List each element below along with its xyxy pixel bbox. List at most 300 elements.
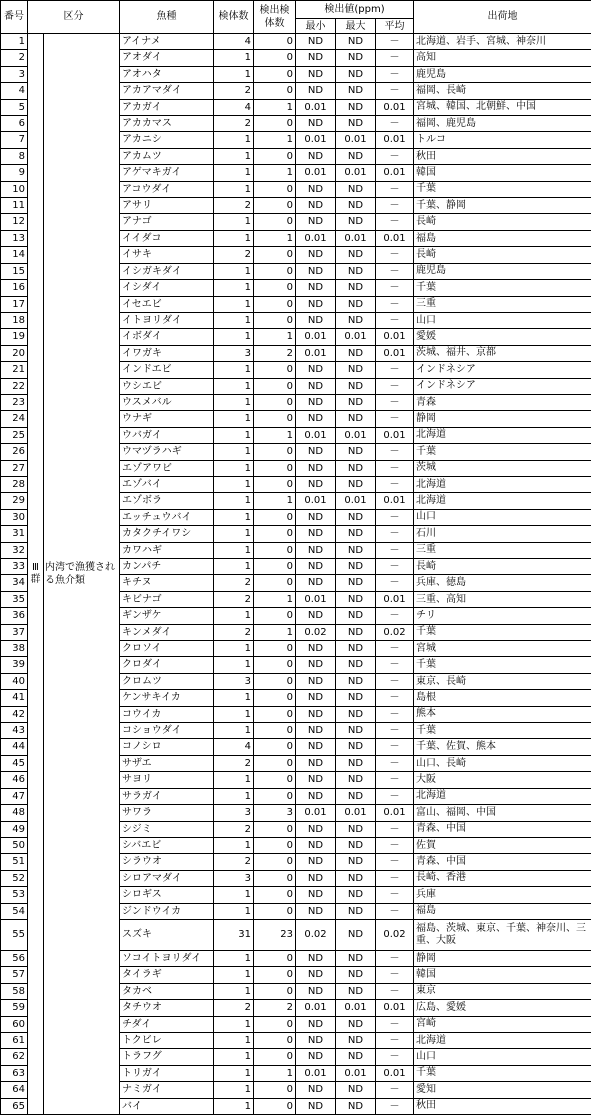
value-min: ND: [296, 967, 336, 983]
species-name: ウスメバル: [120, 394, 214, 410]
detected-count: 1: [254, 230, 296, 246]
value-min: 0.01: [296, 427, 336, 443]
detected-count: 0: [254, 378, 296, 394]
sample-count: 1: [214, 312, 254, 328]
sample-count: 1: [214, 657, 254, 673]
detected-count: 0: [254, 444, 296, 460]
species-name: イセエビ: [120, 296, 214, 312]
detected-count: 1: [254, 591, 296, 607]
value-max: ND: [336, 903, 376, 919]
species-name: アコウダイ: [120, 181, 214, 197]
value-min: ND: [296, 903, 336, 919]
sample-count: 1: [214, 66, 254, 82]
detected-count: 2: [254, 345, 296, 361]
value-avg: －: [376, 739, 414, 755]
row-number: 64: [1, 1082, 28, 1098]
value-max: ND: [336, 99, 376, 115]
value-min: ND: [296, 950, 336, 966]
row-number: 56: [1, 950, 28, 966]
value-max: ND: [336, 837, 376, 853]
species-name: アゲマキガイ: [120, 165, 214, 181]
detected-count: 0: [254, 1016, 296, 1032]
origin: 千葉: [414, 181, 591, 197]
value-min: ND: [296, 772, 336, 788]
value-max: ND: [336, 116, 376, 132]
value-avg: －: [376, 887, 414, 903]
header-min: 最小: [296, 19, 336, 34]
sample-count: 1: [214, 132, 254, 148]
origin: 長崎: [414, 214, 591, 230]
value-avg: －: [376, 116, 414, 132]
value-max: ND: [336, 1049, 376, 1065]
value-max: ND: [336, 476, 376, 492]
row-number: 15: [1, 263, 28, 279]
row-number: 46: [1, 772, 28, 788]
detected-count: 0: [254, 50, 296, 66]
origin: 青森、中国: [414, 854, 591, 870]
value-max: ND: [336, 950, 376, 966]
detected-count: 0: [254, 263, 296, 279]
origin: 千葉、佐賀、熊本: [414, 739, 591, 755]
origin: 山口: [414, 1049, 591, 1065]
species-name: アオダイ: [120, 50, 214, 66]
value-min: ND: [296, 723, 336, 739]
value-max: 0.01: [336, 493, 376, 509]
value-max: ND: [336, 411, 376, 427]
species-name: アイナメ: [120, 34, 214, 50]
value-avg: 0.01: [376, 230, 414, 246]
row-number: 28: [1, 476, 28, 492]
detected-count: 0: [254, 526, 296, 542]
value-avg: 0.01: [376, 493, 414, 509]
row-number: 54: [1, 903, 28, 919]
origin: 三重: [414, 296, 591, 312]
origin: 長崎、香港: [414, 870, 591, 886]
value-min: ND: [296, 854, 336, 870]
value-max: ND: [336, 657, 376, 673]
sample-count: 1: [214, 950, 254, 966]
origin: インドネシア: [414, 378, 591, 394]
origin: 秋田: [414, 148, 591, 164]
value-min: ND: [296, 83, 336, 99]
sample-count: 2: [214, 116, 254, 132]
row-number: 58: [1, 983, 28, 999]
sample-count: 1: [214, 903, 254, 919]
value-min: ND: [296, 821, 336, 837]
sample-count: 2: [214, 591, 254, 607]
sample-count: 2: [214, 821, 254, 837]
detected-count: 0: [254, 772, 296, 788]
sample-count: 2: [214, 854, 254, 870]
category-group: Ⅲ群: [28, 34, 44, 1115]
species-name: シロアマダイ: [120, 870, 214, 886]
detected-count: 1: [254, 1065, 296, 1081]
value-max: ND: [336, 362, 376, 378]
detected-count: 0: [254, 887, 296, 903]
species-name: クロソイ: [120, 641, 214, 657]
value-max: ND: [336, 542, 376, 558]
value-max: ND: [336, 967, 376, 983]
detected-count: 0: [254, 1032, 296, 1048]
row-number: 51: [1, 854, 28, 870]
species-name: キンメダイ: [120, 624, 214, 640]
value-avg: －: [376, 247, 414, 263]
detected-count: 2: [254, 1000, 296, 1016]
origin: 広島、愛媛: [414, 1000, 591, 1016]
detected-count: 1: [254, 132, 296, 148]
species-name: ウナギ: [120, 411, 214, 427]
detected-count: 0: [254, 706, 296, 722]
species-name: アサリ: [120, 198, 214, 214]
origin: 静岡: [414, 950, 591, 966]
species-name: イシガキダイ: [120, 263, 214, 279]
origin: チリ: [414, 608, 591, 624]
detected-count: 23: [254, 919, 296, 950]
origin: 東京: [414, 983, 591, 999]
value-max: ND: [336, 870, 376, 886]
species-name: カタクチイワシ: [120, 526, 214, 542]
sample-count: 2: [214, 1000, 254, 1016]
row-number: 43: [1, 723, 28, 739]
origin: 福岡、鹿児島: [414, 116, 591, 132]
value-min: 0.01: [296, 1000, 336, 1016]
value-min: ND: [296, 1082, 336, 1098]
row-number: 37: [1, 624, 28, 640]
value-min: ND: [296, 788, 336, 804]
species-name: チダイ: [120, 1016, 214, 1032]
sample-count: 4: [214, 34, 254, 50]
row-number: 6: [1, 116, 28, 132]
row-number: 29: [1, 493, 28, 509]
value-avg: －: [376, 1049, 414, 1065]
sample-count: 2: [214, 247, 254, 263]
value-avg: －: [376, 542, 414, 558]
row-number: 30: [1, 509, 28, 525]
sample-count: 1: [214, 362, 254, 378]
row-number: 18: [1, 312, 28, 328]
value-avg: －: [376, 148, 414, 164]
detected-count: 0: [254, 788, 296, 804]
origin: 茨城、福井、京都: [414, 345, 591, 361]
value-avg: －: [376, 214, 414, 230]
row-number: 62: [1, 1049, 28, 1065]
sample-count: 2: [214, 575, 254, 591]
detected-count: 0: [254, 723, 296, 739]
value-min: ND: [296, 444, 336, 460]
sample-count: 1: [214, 394, 254, 410]
value-max: 0.01: [336, 1000, 376, 1016]
value-min: ND: [296, 559, 336, 575]
sample-count: 1: [214, 559, 254, 575]
header-origin: 出荷地: [414, 1, 591, 34]
value-min: ND: [296, 542, 336, 558]
value-min: 0.02: [296, 624, 336, 640]
detected-count: 0: [254, 460, 296, 476]
species-name: クロムツ: [120, 673, 214, 689]
species-name: ソコイトヨリダイ: [120, 950, 214, 966]
detected-count: 0: [254, 214, 296, 230]
species-name: タイラギ: [120, 967, 214, 983]
row-number: 38: [1, 641, 28, 657]
species-name: トクビレ: [120, 1032, 214, 1048]
sample-count: 1: [214, 1049, 254, 1065]
species-name: タチウオ: [120, 1000, 214, 1016]
value-avg: －: [376, 870, 414, 886]
origin: 千葉: [414, 723, 591, 739]
sample-count: 1: [214, 460, 254, 476]
row-number: 49: [1, 821, 28, 837]
value-max: 0.01: [336, 1065, 376, 1081]
value-min: ND: [296, 1098, 336, 1114]
value-avg: －: [376, 50, 414, 66]
detected-count: 0: [254, 903, 296, 919]
origin: 宮城、韓国、北朝鮮、中国: [414, 99, 591, 115]
value-max: ND: [336, 50, 376, 66]
detected-count: 0: [254, 967, 296, 983]
value-min: ND: [296, 460, 336, 476]
row-number: 57: [1, 967, 28, 983]
value-avg: －: [376, 690, 414, 706]
value-min: 0.02: [296, 919, 336, 950]
species-name: コノシロ: [120, 739, 214, 755]
species-name: コウイカ: [120, 706, 214, 722]
origin: 東京、長崎: [414, 673, 591, 689]
value-avg: －: [376, 66, 414, 82]
row-number: 50: [1, 837, 28, 853]
origin: 山口: [414, 509, 591, 525]
detected-count: 1: [254, 624, 296, 640]
origin: 山口、長崎: [414, 755, 591, 771]
value-avg: －: [376, 559, 414, 575]
sample-count: 1: [214, 329, 254, 345]
species-name: サラガイ: [120, 788, 214, 804]
value-avg: －: [376, 34, 414, 50]
value-min: 0.01: [296, 591, 336, 607]
species-name: クロダイ: [120, 657, 214, 673]
row-number: 35: [1, 591, 28, 607]
row-number: 13: [1, 230, 28, 246]
value-min: ND: [296, 690, 336, 706]
sample-count: 1: [214, 983, 254, 999]
value-min: ND: [296, 575, 336, 591]
value-max: ND: [336, 296, 376, 312]
sample-count: 2: [214, 624, 254, 640]
value-avg: －: [376, 181, 414, 197]
value-avg: 0.01: [376, 345, 414, 361]
value-min: ND: [296, 296, 336, 312]
value-avg: －: [376, 608, 414, 624]
detected-count: 0: [254, 575, 296, 591]
value-avg: －: [376, 903, 414, 919]
value-max: ND: [336, 444, 376, 460]
species-name: コショウダイ: [120, 723, 214, 739]
value-max: ND: [336, 821, 376, 837]
species-name: カワハギ: [120, 542, 214, 558]
value-min: ND: [296, 1016, 336, 1032]
value-min: ND: [296, 476, 336, 492]
value-max: ND: [336, 1016, 376, 1032]
species-name: サヨリ: [120, 772, 214, 788]
row-number: 23: [1, 394, 28, 410]
origin: 茨城: [414, 460, 591, 476]
value-min: ND: [296, 394, 336, 410]
value-min: ND: [296, 247, 336, 263]
header-samples: 検体数: [214, 1, 254, 34]
value-max: ND: [336, 394, 376, 410]
value-min: ND: [296, 509, 336, 525]
species-name: カンパチ: [120, 559, 214, 575]
species-name: タカベ: [120, 983, 214, 999]
species-name: サワラ: [120, 805, 214, 821]
row-number: 52: [1, 870, 28, 886]
value-avg: －: [376, 950, 414, 966]
value-max: ND: [336, 247, 376, 263]
value-avg: －: [376, 837, 414, 853]
sample-count: 1: [214, 230, 254, 246]
species-name: アカニシ: [120, 132, 214, 148]
row-number: 55: [1, 919, 28, 950]
species-name: キビナゴ: [120, 591, 214, 607]
sample-count: 1: [214, 542, 254, 558]
origin: 長崎: [414, 559, 591, 575]
species-name: アカカマス: [120, 116, 214, 132]
origin: 北海道、岩手、宮城、神奈川: [414, 34, 591, 50]
origin: 山口: [414, 312, 591, 328]
value-avg: －: [376, 476, 414, 492]
value-avg: －: [376, 967, 414, 983]
detected-count: 0: [254, 657, 296, 673]
value-max: 0.01: [336, 427, 376, 443]
row-number: 25: [1, 427, 28, 443]
origin: 青森: [414, 394, 591, 410]
sample-count: 1: [214, 608, 254, 624]
species-name: アカムツ: [120, 148, 214, 164]
header-max: 最大: [336, 19, 376, 34]
species-name: イシダイ: [120, 280, 214, 296]
value-min: 0.01: [296, 345, 336, 361]
origin: 千葉: [414, 444, 591, 460]
sample-count: 1: [214, 148, 254, 164]
detected-count: 0: [254, 362, 296, 378]
detected-count: 0: [254, 280, 296, 296]
detected-count: 1: [254, 99, 296, 115]
row-number: 12: [1, 214, 28, 230]
sample-count: 1: [214, 444, 254, 460]
sample-count: 1: [214, 165, 254, 181]
value-avg: －: [376, 821, 414, 837]
value-avg: －: [376, 509, 414, 525]
value-max: ND: [336, 559, 376, 575]
value-max: ND: [336, 526, 376, 542]
detected-count: 0: [254, 198, 296, 214]
value-avg: 0.01: [376, 165, 414, 181]
sample-count: 1: [214, 837, 254, 853]
value-min: 0.01: [296, 805, 336, 821]
value-max: 0.01: [336, 805, 376, 821]
origin: 富山、福岡、中国: [414, 805, 591, 821]
row-number: 41: [1, 690, 28, 706]
detected-count: 0: [254, 983, 296, 999]
species-name: イトヨリダイ: [120, 312, 214, 328]
origin: 北海道: [414, 788, 591, 804]
value-min: ND: [296, 526, 336, 542]
species-name: エゾアワビ: [120, 460, 214, 476]
species-name: アオハタ: [120, 66, 214, 82]
value-min: ND: [296, 1032, 336, 1048]
value-min: 0.01: [296, 230, 336, 246]
species-name: キチヌ: [120, 575, 214, 591]
species-name: エッチュウバイ: [120, 509, 214, 525]
value-min: 0.01: [296, 99, 336, 115]
value-min: ND: [296, 50, 336, 66]
value-max: ND: [336, 854, 376, 870]
value-min: ND: [296, 1049, 336, 1065]
value-avg: －: [376, 83, 414, 99]
origin: 千葉: [414, 657, 591, 673]
value-min: ND: [296, 34, 336, 50]
sample-count: 1: [214, 706, 254, 722]
sample-count: 1: [214, 887, 254, 903]
value-max: ND: [336, 509, 376, 525]
value-max: ND: [336, 263, 376, 279]
value-avg: －: [376, 1082, 414, 1098]
value-avg: －: [376, 362, 414, 378]
row-number: 9: [1, 165, 28, 181]
row-number: 27: [1, 460, 28, 476]
value-max: ND: [336, 1098, 376, 1114]
detected-count: 0: [254, 673, 296, 689]
value-min: ND: [296, 198, 336, 214]
origin: 福岡、長崎: [414, 83, 591, 99]
value-avg: 0.01: [376, 132, 414, 148]
row-number: 4: [1, 83, 28, 99]
value-max: ND: [336, 608, 376, 624]
row-number: 36: [1, 608, 28, 624]
row-number: 19: [1, 329, 28, 345]
row-number: 47: [1, 788, 28, 804]
sample-count: 2: [214, 198, 254, 214]
value-avg: －: [376, 198, 414, 214]
row-number: 32: [1, 542, 28, 558]
value-min: 0.01: [296, 329, 336, 345]
sample-count: 3: [214, 345, 254, 361]
row-number: 1: [1, 34, 28, 50]
species-name: イイダコ: [120, 230, 214, 246]
sample-count: 1: [214, 723, 254, 739]
value-max: ND: [336, 772, 376, 788]
row-number: 22: [1, 378, 28, 394]
row-number: 45: [1, 755, 28, 771]
value-min: 0.01: [296, 165, 336, 181]
value-avg: －: [376, 280, 414, 296]
value-avg: 0.01: [376, 591, 414, 607]
value-max: ND: [336, 148, 376, 164]
value-avg: －: [376, 788, 414, 804]
sample-count: 1: [214, 772, 254, 788]
table-row: [1, 34, 591, 50]
sample-count: 1: [214, 967, 254, 983]
header-no: 番号: [1, 1, 28, 34]
value-max: ND: [336, 66, 376, 82]
sample-count: 1: [214, 263, 254, 279]
sample-count: 2: [214, 755, 254, 771]
species-name: バイ: [120, 1098, 214, 1114]
origin: 鹿児島: [414, 263, 591, 279]
species-name: アカガイ: [120, 99, 214, 115]
origin: トルコ: [414, 132, 591, 148]
value-max: ND: [336, 378, 376, 394]
sample-count: 1: [214, 526, 254, 542]
